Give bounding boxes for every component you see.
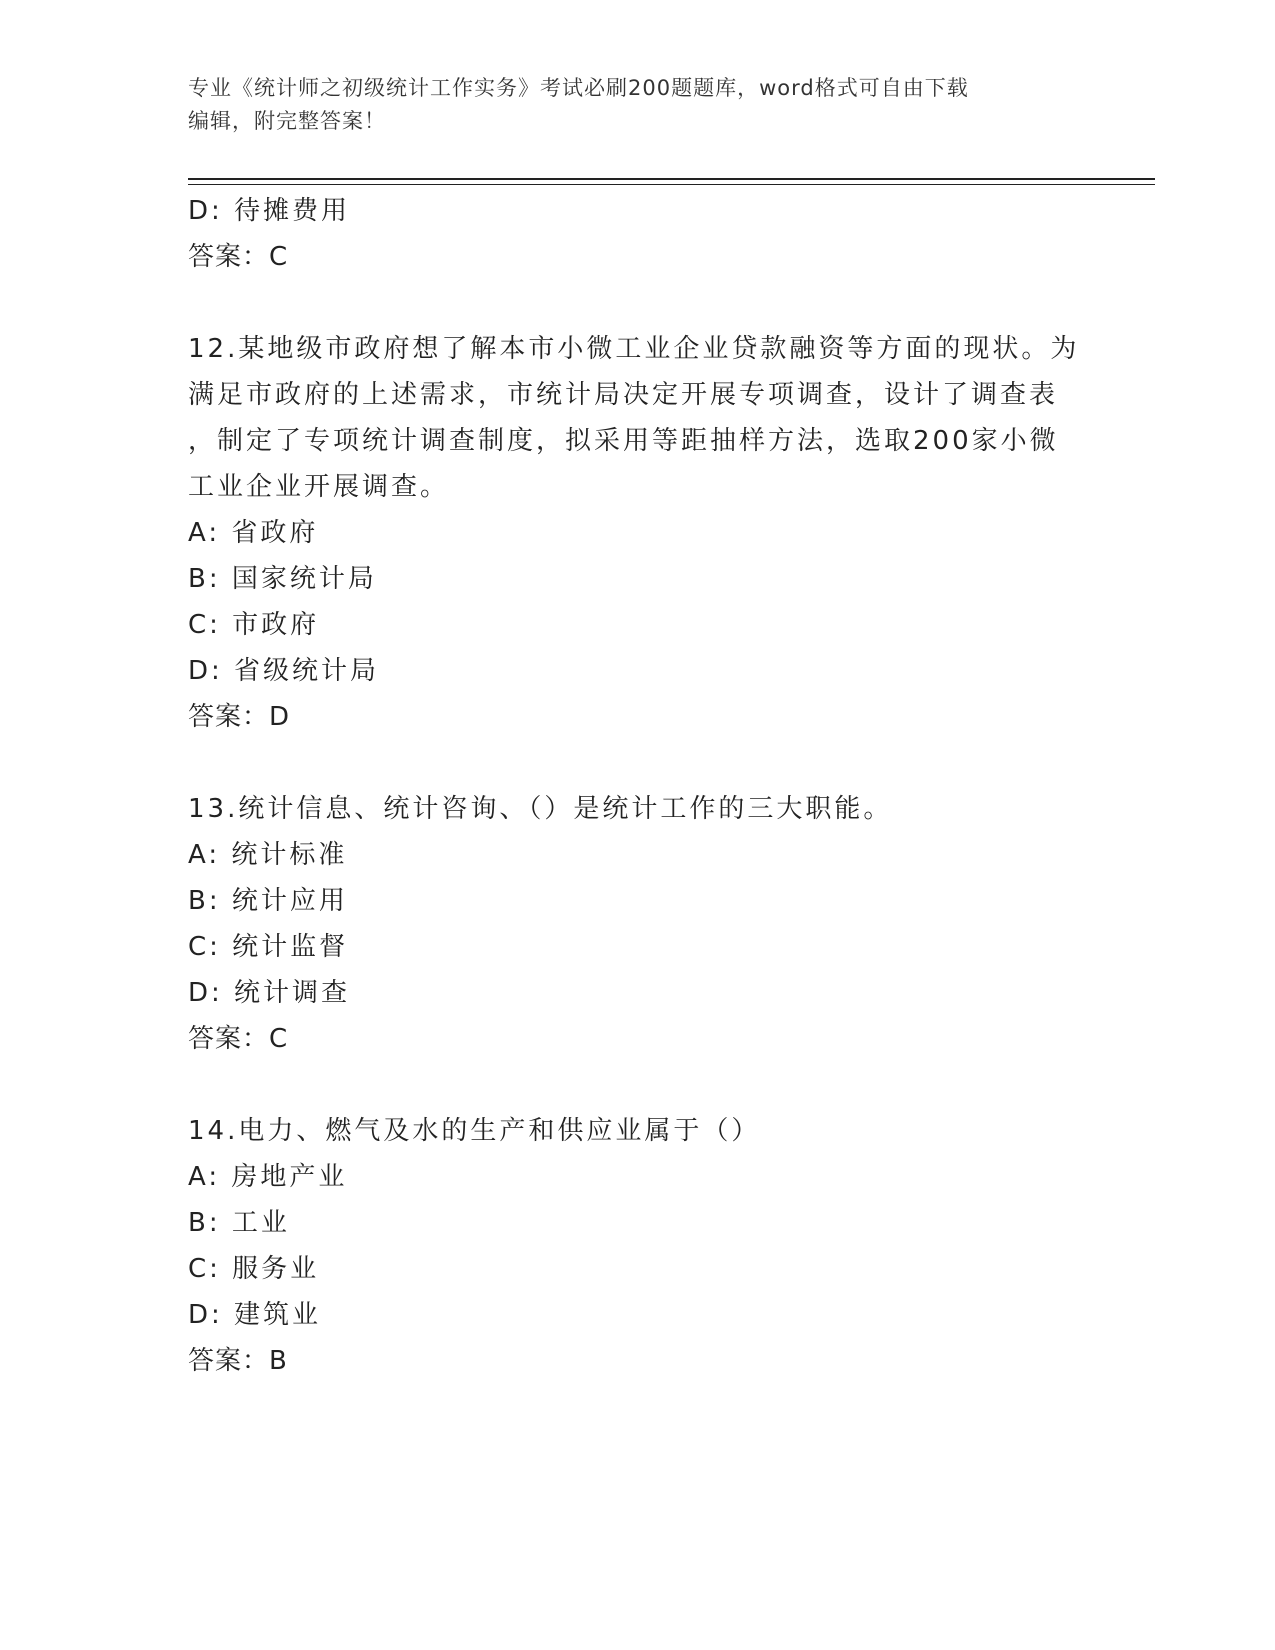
- answer: 答案：C: [188, 242, 289, 272]
- answer: 答案：D: [188, 702, 291, 732]
- spacer: [188, 1062, 1088, 1108]
- option-c: C: 市政府: [188, 610, 320, 640]
- option-c: C: 统计监督: [188, 932, 349, 962]
- spacer: [188, 280, 1088, 326]
- question-stem-line: 14.电力、燃气及水的生产和供应业属于（）: [188, 1116, 761, 1146]
- question-stem-line: 满足市政府的上述需求，市统计局决定开展专项调查，设计了调查表: [188, 380, 1059, 410]
- answer: 答案：C: [188, 1024, 289, 1054]
- header-divider-thin: [188, 184, 1155, 185]
- option-d: D: 省级统计局: [188, 656, 380, 686]
- option-a: A: 省政府: [188, 518, 319, 548]
- option-b: B: 工业: [188, 1208, 290, 1238]
- question-stem-line: ，制定了专项统计调查制度，拟采用等距抽样方法，选取200家小微: [188, 426, 1059, 456]
- previous-question-tail: [188, 188, 1088, 280]
- question-12: [188, 326, 1088, 740]
- header-divider-thick: [188, 178, 1155, 180]
- option-d: D: 建筑业: [188, 1300, 322, 1330]
- question-stem-line: 13.统计信息、统计咨询、（）是统计工作的三大职能。: [188, 794, 893, 824]
- option-b: B: 统计应用: [188, 886, 348, 916]
- option-d: D: 待摊费用: [188, 196, 351, 226]
- question-stem-line: 12.某地级市政府想了解本市小微工业企业贷款融资等方面的现状。为: [188, 334, 1080, 364]
- header-line-1: 专业《统计师之初级统计工作实务》考试必刷200题题库，word格式可自由下载: [188, 76, 969, 100]
- option-a: A: 统计标准: [188, 840, 348, 870]
- header-line-2: 编辑，附完整答案！: [188, 109, 386, 133]
- option-d: D: 统计调查: [188, 978, 351, 1008]
- page-header: [188, 72, 1088, 138]
- option-b: B: 国家统计局: [188, 564, 377, 594]
- option-a: A: 房地产业: [188, 1162, 348, 1192]
- question-14: [188, 1108, 1088, 1384]
- question-stem-line: 工业企业开展调查。: [188, 472, 450, 502]
- spacer: [188, 740, 1088, 786]
- option-c: C: 服务业: [188, 1254, 320, 1284]
- answer: 答案：B: [188, 1346, 288, 1376]
- question-content: [188, 188, 1088, 1384]
- question-13: [188, 786, 1088, 1062]
